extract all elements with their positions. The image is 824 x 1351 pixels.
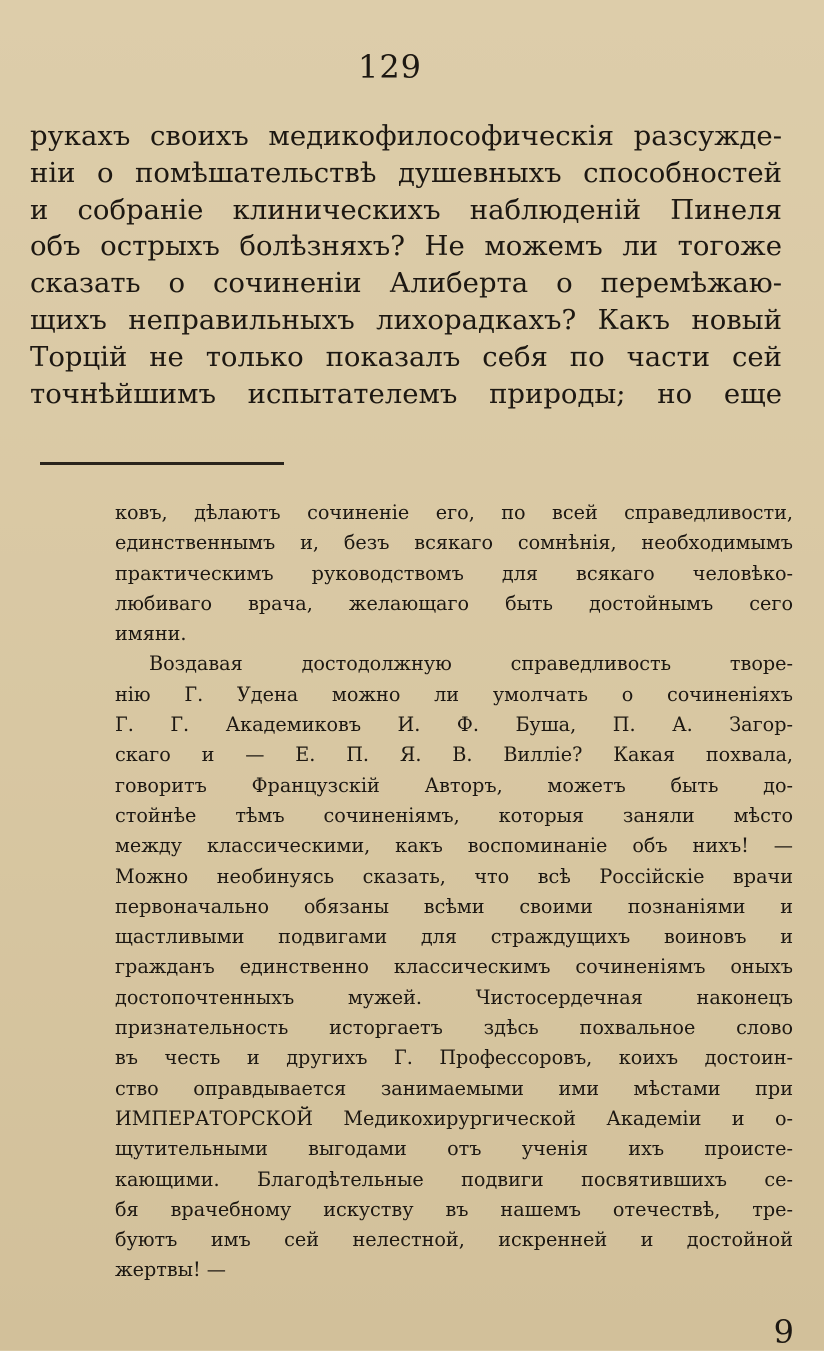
footnote-line: Г. Г. Академиковъ И. Ф. Буша, П. А. Загор- (115, 713, 793, 737)
footnote-line: бя врачебному искуству въ нашемъ отечествѣ, тре- (115, 1197, 793, 1221)
footnote-line: практическимъ руководствомъ для всякаго человѣко- (115, 561, 793, 585)
footnote-line: между классическими, какъ воспоминанiе объ нихъ! — (115, 834, 793, 858)
footnote-line: ковъ, дѣлаютъ сочиненiе его, по всей справедливости, (115, 501, 793, 524)
footnote-line: признательность исторгаетъ здѣсь похвальное слово (115, 1016, 793, 1040)
main-text-line: нiи о помѣшательствѣ душевныхъ способностей (30, 156, 782, 189)
footnote-line: кающими. Благодѣтельные подвиги посвятившихъ се- (115, 1167, 793, 1191)
footnote-line: ИМПЕРАТОРСКОЙ Медикохирургической Академiи и о- (115, 1106, 793, 1130)
footnote-line: достопочтенныхъ мужей. Чистосердечная наконецъ (115, 985, 793, 1009)
footnote-block (115, 498, 793, 1286)
footnote-line: жертвы! — (115, 1258, 226, 1282)
footnote-divider (40, 462, 284, 465)
main-text-line: сказать о сочиненiи Алиберта о перемѣжаю- (30, 267, 782, 300)
footnote-line: Можно необинуясь сказать, что всѣ Россiйскiе врачи (115, 864, 793, 888)
footnote-line: скаго и — Е. П. Я. В. Виллiе? Какая похвала, (115, 743, 793, 767)
main-text-line: щихъ неправильныхъ лихорадкахъ? Какъ новый (30, 303, 782, 336)
footnote-line: первоначально обязаны всѣми своими познанiями и (115, 894, 793, 918)
main-text-line: Торцiй не только показалъ себя по части сей (30, 340, 782, 373)
footnote-line: Воздавая достодолжную справедливость творе- (149, 652, 793, 676)
main-text-line: рукахъ своихъ медикофилософическія разсужде- (30, 120, 782, 152)
footnote-line: имяни. (115, 622, 187, 646)
footnote-line: стойнѣе тѣмъ сочиненiямъ, которыя заняли мѣсто (115, 803, 793, 827)
footnote-line: ство оправдывается занимаемыми ими мѣстами при (115, 1076, 793, 1100)
main-text-line: точнѣйшимъ испытателемъ природы; но еще (30, 377, 782, 410)
footnote-line: нiю Г. Удена можно ли умолчать о сочиненiяхъ (115, 682, 793, 706)
footnote-line: гражданъ единственно классическимъ сочиненiямъ оныхъ (115, 955, 793, 979)
main-text-line: и собранiе клиническихъ наблюденiй Пинеля (30, 193, 782, 226)
signature-mark: 9 (773, 1313, 794, 1351)
footnote-line: любиваго врача, желающаго быть достойнымъ сего (115, 591, 793, 615)
footnote-line: въ честь и другихъ Г. Профессоровъ, коихъ достоин- (115, 1046, 793, 1070)
footnote-line: щутительными выгодами отъ ученiя ихъ происте- (115, 1137, 793, 1161)
footnote-line: единственнымъ и, безъ всякаго сомнѣнiя, необходимымъ (115, 531, 793, 555)
footnote-line: говоритъ Французскiй Авторъ, можетъ быть до- (115, 773, 793, 797)
main-text-line: объ острыхъ болѣзняхъ? Не можемъ ли тогоже (30, 230, 782, 263)
footnote-line: щастливыми подвигами для страждущихъ воиновъ и (115, 925, 793, 949)
page-number: 129 (357, 48, 423, 86)
main-text-block (30, 118, 782, 412)
footnote-line: буютъ имъ сей нелестной, искренней и достойной (115, 1228, 793, 1252)
